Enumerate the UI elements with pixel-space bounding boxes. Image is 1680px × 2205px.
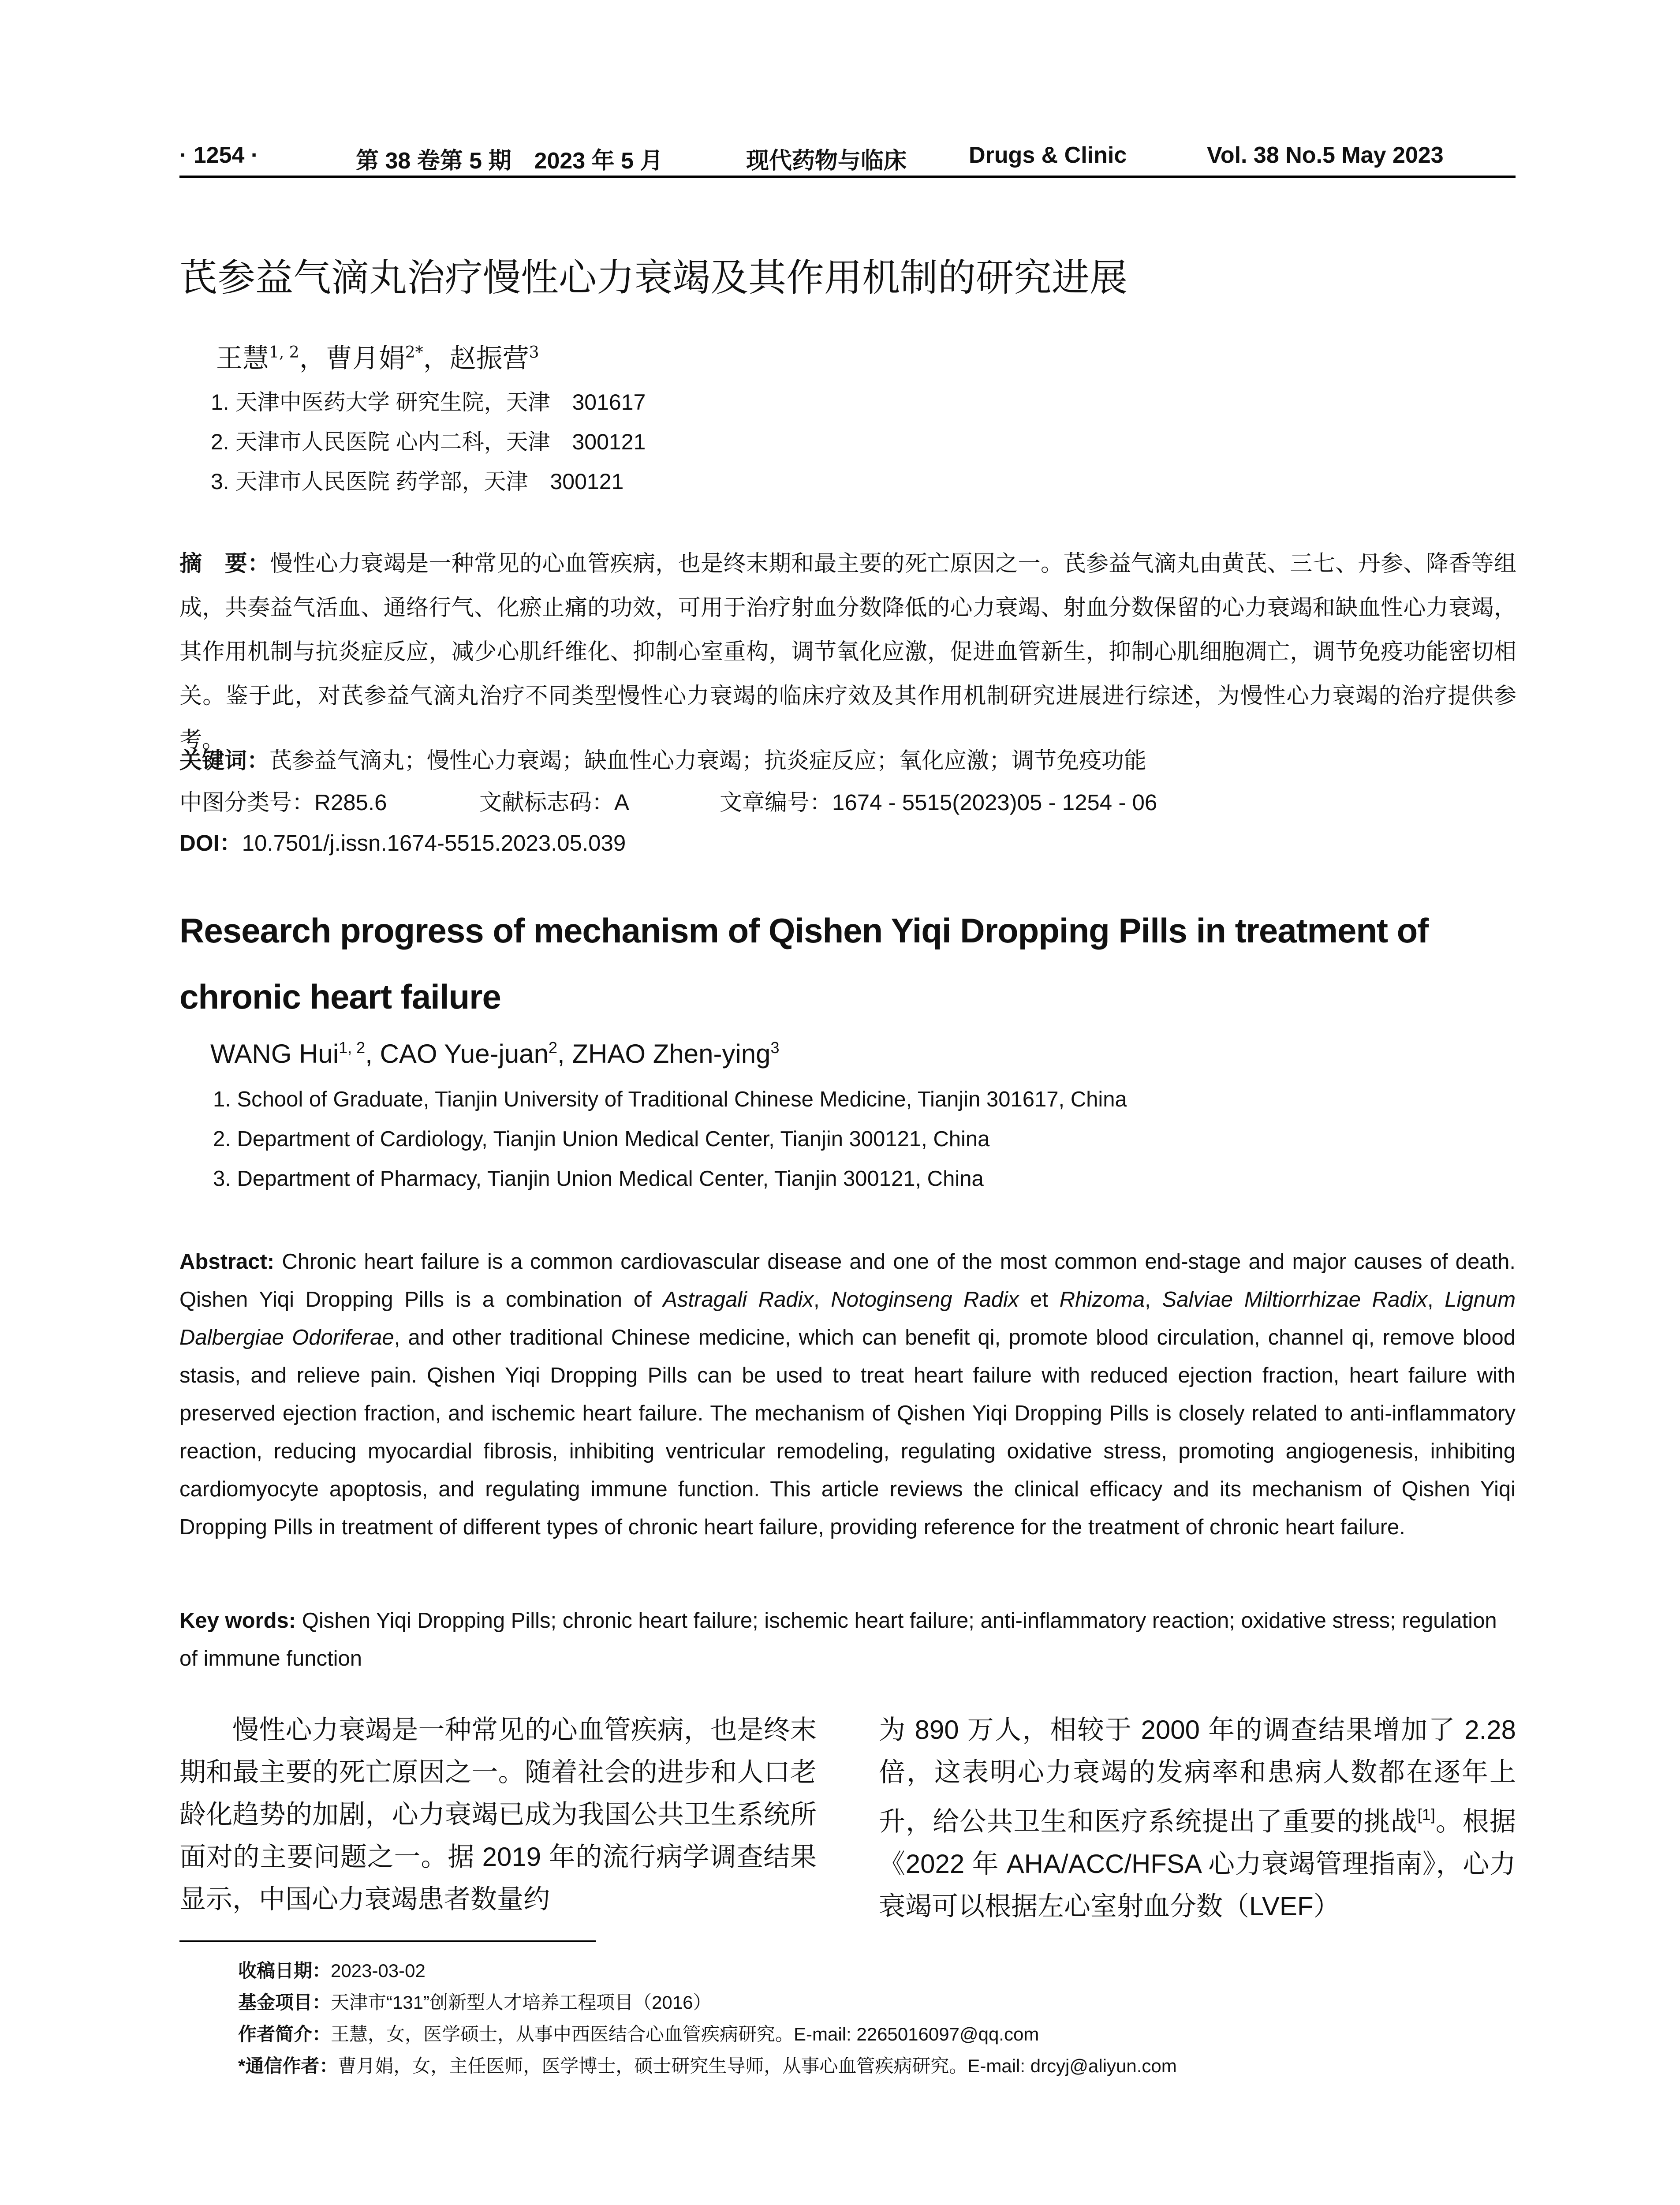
abstract-en-sep: , [1145,1288,1162,1312]
latin-name: Astragali Radix [663,1288,814,1312]
abstract-en-sep: , [813,1288,831,1312]
abstract-en-text-2: , and other traditional Chinese medicine, which can benefit qi, promote blood circulation, channel qi, remove blood stasis, and relieve pain. Qishen Yiqi Dropping Pills can be used to treat heart failure with reduced ejection fraction, heart failure with preserved ejection fraction, and ischemic heart failure. The mechanism of Qishen Yiqi Dropping Pills is closely related to anti-inflammatory reaction, reducing myocardial fibrosis, inhibiting ventricular remodeling, regulating oxidative stress, promoting angiogenesis, inhibiting cardiomyocyte apoptosis, and regulating immune function. This article reviews the clinical efficacy and its mechanism of Qishen Yiqi Dropping Pills in treatment of different types of chronic heart failure, providing reference for the treatment of chronic heart failure. [179,1326,1516,1539]
journal-name-en: Drugs & Clinic [969,142,1127,168]
author-en-2-affil: 2 [548,1039,558,1057]
author-en-3: , ZHAO Zhen-ying [557,1039,771,1069]
footnote-received [238,1956,426,1983]
author-cn-1-affil: 1, 2 [269,344,299,362]
journal-name-cn: 现代药物与临床 [746,147,907,174]
author-sep: ， [423,343,450,374]
affiliation-cn-3: 3. 天津市人民医院 药学部，天津 300121 [211,469,624,494]
footnote-label: 基金项目： [238,1992,331,2013]
issue-en: Vol. 38 No.5 May 2023 [1207,142,1444,168]
author-cn-3: 赵振营 [449,343,529,374]
affiliation-en-2: 2. Department of Cardiology, Tianjin Union Medical Center, Tianjin 300121, China [213,1127,990,1151]
keywords-en-label: Key words: [179,1609,296,1633]
page-number: · 1254 · [179,142,259,168]
title-en: Research progress of mechanism of Qishen Yiqi Dropping Pills in treatment of chronic heart failure [179,911,1429,1016]
latin-name: Lignum Dalbergiae Odoriferae [179,1288,1516,1349]
doi-label: DOI： [179,830,242,856]
document-code: 文献标志码：A [479,790,630,815]
title-cn: 芪参益气滴丸治疗慢性心力衰竭及其作用机制的研究进展 [179,257,1127,299]
footnote-author [238,2020,1039,2046]
body-right-text-cont: 。根据《2022 年 AHA/ACC/HFSA 心力衰竭管理指南》，心力衰竭可以根据左心室射血分数（LVEF） [879,1807,1516,1921]
doi-value: 10.7501/j.issn.1674-5515.2023.05.039 [242,830,626,856]
article-number: 文章编号：1674 - 5515(2023)05 - 1254 - 06 [720,790,1157,815]
footnote-text: 天津市“131”创新型人才培养工程项目（2016） [331,1992,712,2013]
latin-name: Rhizoma [1059,1288,1145,1312]
keywords-en [179,1602,1516,1678]
abstract-en-label: Abstract: [179,1250,275,1274]
footnote-label: 作者简介： [238,2024,331,2044]
abstract-en-sep: et [1019,1288,1060,1312]
affiliation-cn-1: 1. 天津中医药大学 研究生院，天津 301617 [211,390,646,415]
affiliation-cn-2: 2. 天津市人民医院 心内二科，天津 300121 [211,430,646,454]
footnote-text: 曹月娟，女，主任医师，医学博士，硕士研究生导师，从事心血管疾病研究。E-mail: drcyj@aliyun.com [338,2056,1177,2076]
keywords-cn [179,742,1146,775]
keywords-cn-text: 芪参益气滴丸；慢性心力衰竭；缺血性心力衰竭；抗炎症反应；氧化应激；调节免疫功能 [269,748,1147,773]
abstract-en-text-1: Chronic heart failure is a common cardiovascular disease and one of the most common end-stage and major causes of death. Qishen Yiqi Dropping Pills is a combination of [179,1250,1516,1312]
classification-line [179,784,1516,815]
footnote-fund [238,1988,712,2014]
latin-name: Notoginseng Radix [831,1288,1019,1312]
keywords-cn-label: 关键词： [179,748,270,773]
citation-ref: [1] [1417,1805,1435,1824]
clc-number: 中图分类号：R285.6 [179,790,387,815]
author-en-1: WANG Hui [210,1039,339,1069]
author-cn-3-affil: 3 [529,344,539,362]
author-en-3-affil: 3 [770,1039,780,1057]
authors-cn [216,337,539,375]
body-column-left: 慢性心力衰竭是一种常见的心血管疾病，也是终末期和最主要的死亡原因之一。随着社会的进步和人口老龄化趋势的加剧，心力衰竭已成为我国公共卫生系统所面对的主要问题之一。据 2019 年的流行病学调查结果显示，中国心力衰竭患者数量约 [179,1715,817,1914]
issue-cn: 第 38 卷第 5 期 2023 年 5 月 [356,148,663,174]
affiliation-en-1: 1. School of Graduate, Tianjin University of Traditional Chinese Medicine, Tianjin 301617, China [213,1088,1127,1111]
abstract-en [179,1243,1516,1546]
affiliation-en-3: 3. Department of Pharmacy, Tianjin Union Medical Center, Tianjin 300121, China [213,1167,984,1191]
abstract-en-sep: , [1427,1288,1445,1312]
author-cn-1: 王慧 [216,343,269,374]
footnote-text: 2023-03-02 [331,1960,426,1981]
authors-en [210,1039,780,1069]
footnote-rule [179,1940,596,1942]
author-cn-2: 曹月娟 [325,343,405,374]
author-sep: ， [299,343,326,374]
abstract-cn-text: 慢性心力衰竭是一种常见的心血管疾病，也是终末期和最主要的死亡原因之一。芪参益气滴丸由黄芪、三七、丹参、降香等组成，共奏益气活血、通络行气、化瘀止痛的功效，可用于治疗射血分数降低的心力衰竭、射血分数保留的心力衰竭和缺血性心力衰竭，其作用机制与抗炎症反应，减少心肌纤维化、抑制心室重构，调节氧化应激，促进血管新生，抑制心肌细胞凋亡，调节免疫功能密切相关。鉴于此，对芪参益气滴丸治疗不同类型慢性心力衰竭的临床疗效及其作用机制研究进展进行综述，为慢性心力衰竭的治疗提供参考。 [179,551,1516,752]
footnote-text: 王慧，女，医学硕士，从事中西医结合心血管疾病研究。E-mail: 2265016097@qq.com [331,2024,1039,2044]
footnote-label: 收稿日期： [238,1960,331,1981]
author-en-2: , CAO Yue-juan [365,1039,549,1069]
footnote-label: *通信作者： [238,2056,338,2076]
abstract-cn-label: 摘 要： [179,551,270,576]
body-column-right [879,1709,1516,1928]
author-cn-2-affil: 2* [405,344,423,362]
abstract-cn [179,542,1516,762]
body-right-text: 为 890 万人，相较于 2000 年的调查结果增加了 2.28 倍，这表明心力衰竭的发病率和患病人数都在逐年上升，给公共卫生和医疗系统提出了重要的挑战 [879,1715,1516,1836]
footnote-corresponding [238,2052,1177,2078]
author-en-1-affil: 1, 2 [339,1039,366,1057]
doi-line [179,825,626,857]
latin-name: Salviae Miltiorrhizae Radix [1162,1288,1427,1312]
header-rule [179,176,1516,178]
running-header [179,140,1516,176]
keywords-en-text: Qishen Yiqi Dropping Pills; chronic heart failure; ischemic heart failure; anti-inflammatory reaction; oxidative stress; regulation of immune function [179,1609,1497,1671]
